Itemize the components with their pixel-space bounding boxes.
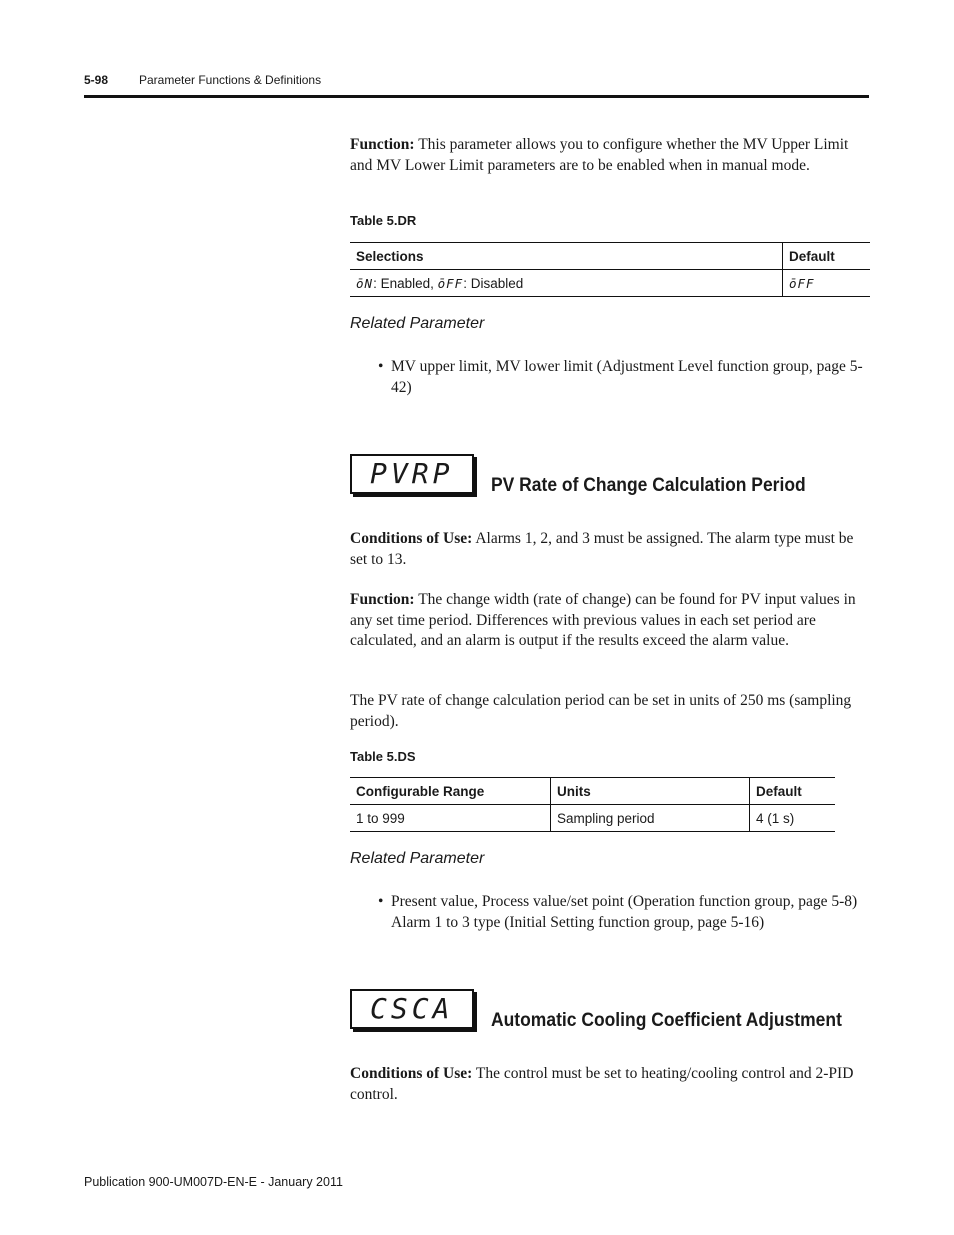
list-item	[378, 357, 868, 398]
bullet-text: Present value, Process value/set point (Operation function group, page 5-8) Alarm 1 to 3 type (Initial Setting function group, page 5-16)	[391, 893, 858, 931]
table-caption-ds: Table 5.DS	[350, 749, 416, 764]
page-number: 5-98	[84, 73, 109, 87]
function-text: This parameter allows you to configure whether the MV Upper Limit and MV Lower Limit parameters are to be enabled when in manual mode.	[350, 136, 849, 174]
related-parameter-label: Related Parameter	[350, 315, 485, 332]
bullet-text: MV upper limit, MV lower limit (Adjustment Level function group, page 5-42)	[391, 358, 863, 396]
table-header-row	[350, 778, 835, 805]
column-header-default: Default	[783, 243, 871, 270]
function-label: Function:	[350, 136, 415, 153]
bullet-dot: •	[378, 893, 384, 910]
related-parameter-label: Related Parameter	[350, 850, 485, 867]
conditions-label: Conditions of Use:	[350, 1065, 473, 1082]
cell-units: Sampling period	[551, 805, 750, 832]
code-off: ōFF	[437, 275, 464, 291]
cell-default	[783, 270, 871, 297]
list-item	[378, 892, 868, 933]
conditions-paragraph	[350, 529, 870, 570]
function-paragraph	[350, 135, 870, 176]
conditions-text: Alarms 1, 2, and 3 must be assigned. The alarm type must be set to 13.	[350, 530, 854, 568]
table-dr	[350, 242, 870, 297]
header-rule	[84, 95, 869, 98]
lcd-display-pvrp	[350, 454, 474, 494]
column-header-selections: Selections	[350, 243, 783, 270]
table-caption-dr: Table 5.DR	[350, 213, 417, 228]
column-header-units: Units	[551, 778, 750, 805]
table-header-row	[350, 243, 870, 270]
function-label: Function:	[350, 591, 415, 608]
table-ds	[350, 777, 835, 832]
column-header-default: Default	[750, 778, 836, 805]
bullet-dot: •	[378, 358, 384, 375]
cell-default: 4 (1 s)	[750, 805, 836, 832]
lcd-display-csca	[350, 989, 474, 1029]
text-enabled: : Enabled,	[373, 275, 438, 291]
running-header: Parameter Functions & Definitions	[139, 73, 322, 87]
table-row	[350, 805, 835, 832]
code-on: ōN	[356, 275, 374, 291]
conditions-paragraph	[350, 1064, 870, 1105]
publication-footer: Publication 900-UM007D-EN-E - January 2011	[84, 1175, 343, 1189]
code-default-off: ōFF	[789, 275, 815, 291]
table-row	[350, 270, 870, 297]
cell-range: 1 to 999	[350, 805, 551, 832]
function-text: The change width (rate of change) can be found for PV input values in any set time period. Differences with previous values in each set period are calculated, and an alarm is output if the results exceed the alarm value.	[350, 591, 856, 649]
note-paragraph: The PV rate of change calculation period can be set in units of 250 ms (sampling period).	[350, 692, 852, 730]
section-heading-pvrp: PV Rate of Change Calculation Period	[491, 475, 806, 496]
text-disabled: : Disabled	[463, 275, 524, 291]
cell-selections	[350, 270, 783, 297]
lcd-text: PVRP	[370, 457, 454, 490]
column-header-range: Configurable Range	[350, 778, 551, 805]
function-paragraph	[350, 590, 870, 652]
conditions-label: Conditions of Use:	[350, 530, 473, 547]
section-heading-csca: Automatic Cooling Coefficient Adjustment	[491, 1010, 842, 1031]
conditions-text: The control must be set to heating/cooling control and 2-PID control.	[350, 1065, 854, 1103]
lcd-text: CSCA	[370, 992, 454, 1025]
